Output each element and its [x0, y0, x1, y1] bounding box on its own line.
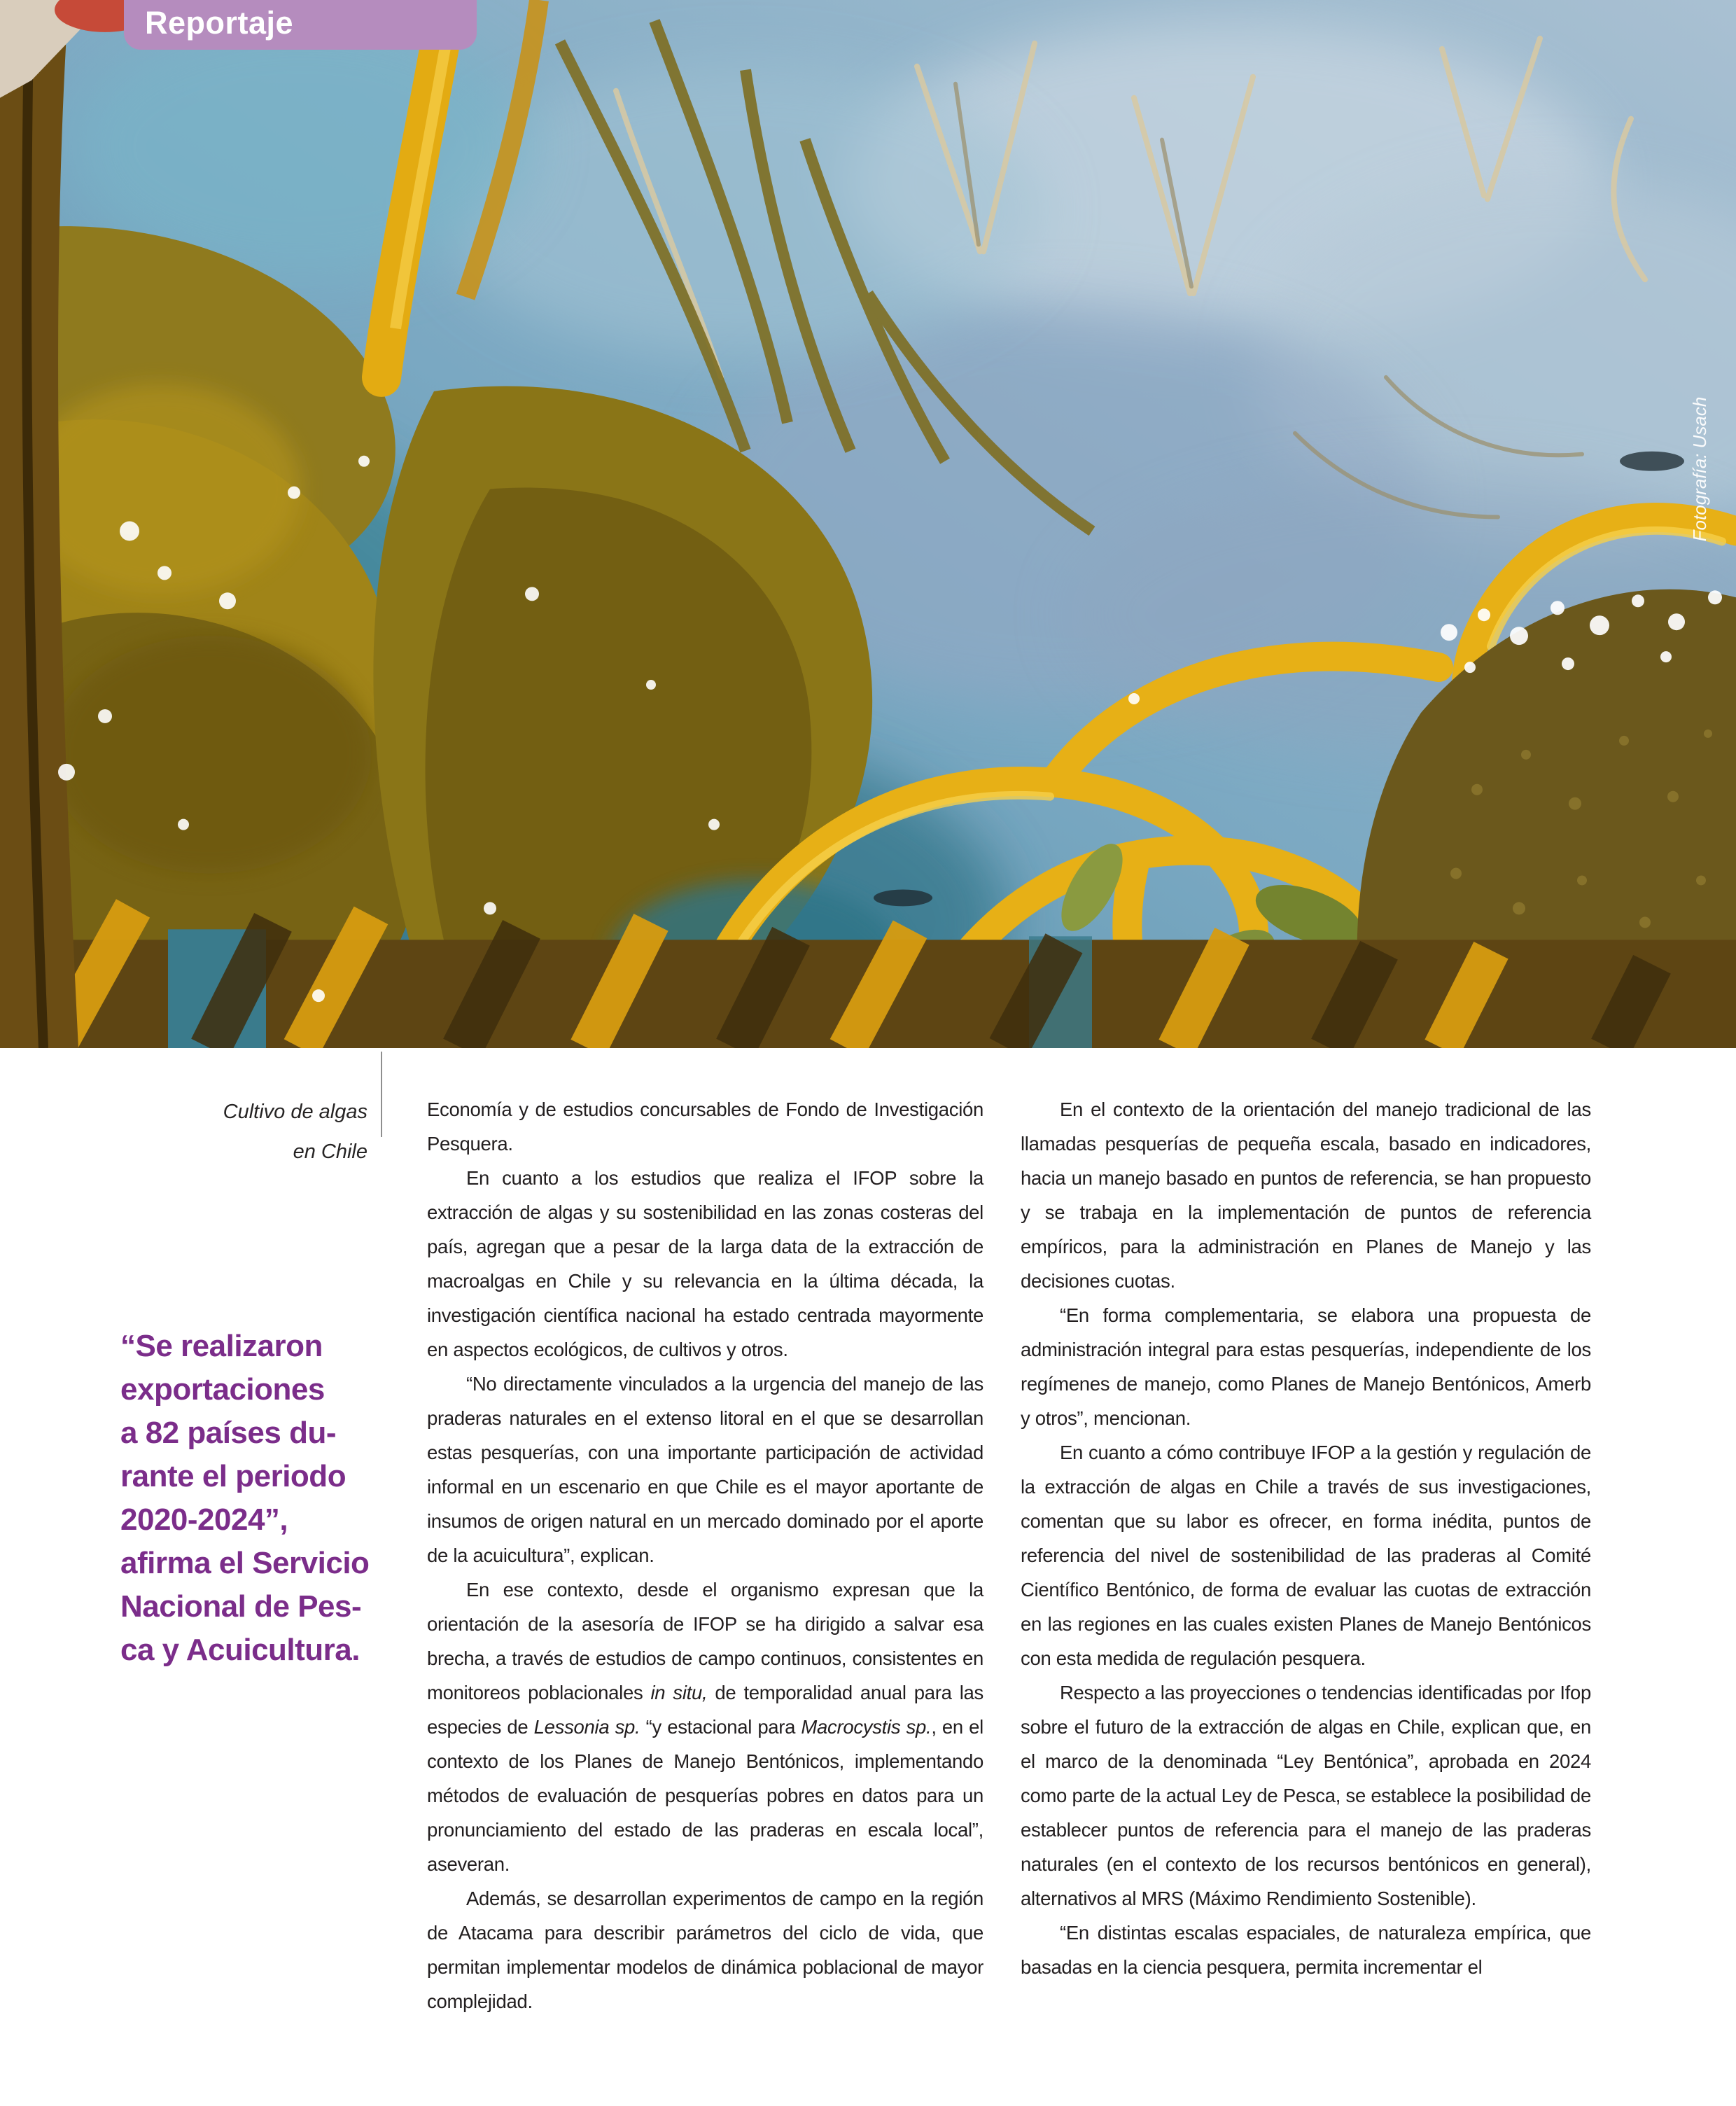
article-column-2	[1021, 1092, 1591, 1984]
text-line: rante el periodo	[120, 1459, 346, 1493]
text-line: Nacional de Pes-	[120, 1589, 362, 1624]
paragraph: “En forma complementaria, se elabora una propuesta de administración integral para estas pesquerías, independiente de los regímenes de manejo, como Planes de Manejo Bentónicos, Amerb y otros”, mencionan.	[1021, 1304, 1591, 1429]
caption-divider	[381, 1052, 382, 1137]
text-line: en Chile	[293, 1141, 368, 1163]
text-line: Cultivo de algas	[223, 1101, 368, 1123]
pull-quote	[120, 1325, 421, 1672]
paragraph: En cuanto a cómo contribuye IFOP a la gestión y regulación de la extracción de algas en Chile a través de sus investigaciones, comentan que su labor es ofrecer, en forma inédita, puntos de referencia del nivel de sostenibilidad de las praderas al Comité Científico Bentónico, de forma de evaluar las cuotas de extracción en las regiones en las cuales existen Planes de Manejo Bentónicos con esta medida de regulación pesquera.	[1021, 1442, 1591, 1669]
text-line: afirma el Servicio	[120, 1546, 370, 1580]
photo-credit: Fotografía: Usach	[1689, 396, 1710, 542]
section-tab	[124, 0, 477, 50]
text-line: a 82 países du-	[120, 1416, 336, 1450]
text-line: exportaciones	[120, 1372, 325, 1407]
kelp-photo-art	[0, 0, 1736, 1048]
paragraph: En el contexto de la orientación del manejo tradicional de las llamadas pesquerías de pequeña escala, basado en indicadores, hacia un manejo basado en puntos de referencia, se han propuesto y se trabaja en la implementación de puntos de referencia empíricos, para la administración en Planes de Manejo y las decisiones cuotas.	[1021, 1099, 1591, 1292]
photo-caption	[140, 1092, 368, 1172]
paragraph: “En distintas escalas espaciales, de naturaleza empírica, que basadas en la ciencia pesquera, permita incrementar el	[1021, 1922, 1591, 1978]
text-line: “Se realizaron	[120, 1329, 323, 1363]
paragraph: “No directamente vinculados a la urgencia del manejo de las praderas naturales en el extenso litoral en el que se desarrollan estas pesquerías, con una importante participación de actividad informal en un escenario en que Chile es el mayor aportante de insumos de origen natural en un mercado dominado por el aporte de la acuicultura”, explican.	[427, 1373, 983, 1566]
section-tab-label: Reportaje	[145, 5, 294, 41]
paragraph: En ese contexto, desde el organismo expresan que la orientación de la asesoría de IFOP se ha dirigido a salvar esa brecha, a través de estudios de campo continuos, consistentes en monitoreos poblacionales in situ, de temporalidad anual para las especies de Lessonia sp. “y estacional para Macrocystis sp., en el contexto de los Planes de Manejo Bentónicos, implementando métodos de evaluación de pesquerías pobres en datos para un pronunciamiento del estado de las praderas en escala local”, aseveran.	[427, 1579, 983, 1875]
paragraph: En cuanto a los estudios que realiza el IFOP sobre la extracción de algas y su sostenibilidad en las zonas costeras del país, agregan que a pesar de la larga data de la extracción de macroalgas en Chile y su relevancia en la última década, la investigación científica nacional ha estado centrada mayormente en aspectos ecológicos, de cultivos y otros.	[427, 1167, 983, 1360]
paragraph: Economía y de estudios concursables de Fondo de Investigación Pesquera.	[427, 1099, 983, 1155]
paragraph: Además, se desarrollan experimentos de campo en la región de Atacama para describir parámetros del ciclo de vida, que permitan implementar modelos de dinámica poblacional de mayor complejidad.	[427, 1888, 983, 2012]
text-line: 2020-2024”,	[120, 1502, 288, 1537]
article-column-1	[427, 1092, 983, 2018]
kelp-photo	[0, 0, 1736, 1048]
text-line: ca y Acuicultura.	[120, 1633, 360, 1667]
paragraph: Respecto a las proyecciones o tendencias identificadas por Ifop sobre el futuro de la extracción de algas en Chile, explican que, en el marco de la denominada “Ley Bentónica”, aprobada en 2024 como parte de la actual Ley de Pesca, se establece la posibilidad de establecer puntos de referencia para el manejo de las praderas naturales (en el contexto de los recursos bentónicos en general), alternativos al MRS (Máximo Rendimiento Sostenible).	[1021, 1682, 1591, 1909]
